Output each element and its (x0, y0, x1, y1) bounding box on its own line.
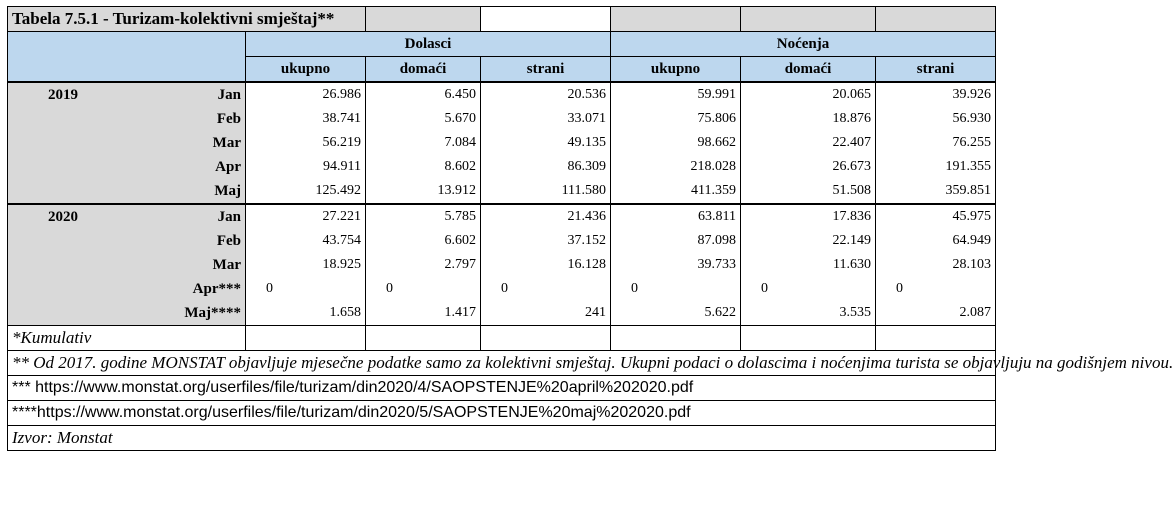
value-cell: 0 (876, 277, 996, 301)
table-row (8, 301, 996, 326)
empty-cell (611, 7, 741, 32)
month-cell: Jan (117, 204, 246, 229)
month-cell: Apr*** (117, 277, 246, 301)
value-cell: 21.436 (481, 204, 611, 229)
month-cell: Mar (117, 253, 246, 277)
value-cell: 5.670 (366, 107, 481, 131)
table-row (8, 229, 996, 253)
value-cell: 51.508 (741, 179, 876, 204)
note-source: Izvor: Monstat (8, 426, 996, 451)
value-cell: 64.949 (876, 229, 996, 253)
value-cell: 359.851 (876, 179, 996, 204)
table-title: Tabela 7.5.1 - Turizam-kolektivni smještaj** (8, 7, 366, 32)
value-cell: 22.407 (741, 131, 876, 155)
value-cell: 20.536 (481, 82, 611, 107)
value-cell: 27.221 (246, 204, 366, 229)
note-cumulative-row (8, 326, 996, 351)
empty-cell (366, 7, 481, 32)
value-cell: 22.149 (741, 229, 876, 253)
empty-cell (741, 7, 876, 32)
note-source-row (8, 426, 996, 451)
group-header-nights: Noćenja (611, 32, 996, 57)
value-cell: 59.991 (611, 82, 741, 107)
month-cell: Feb (117, 107, 246, 131)
year-cell: 2019 (8, 82, 117, 107)
value-cell: 1.417 (366, 301, 481, 326)
month-cell: Maj**** (117, 301, 246, 326)
empty-cell (876, 7, 996, 32)
value-cell: 38.741 (246, 107, 366, 131)
empty-cell (246, 326, 366, 351)
header-corner (8, 32, 246, 83)
year-cell (8, 179, 117, 204)
year-cell (8, 155, 117, 179)
value-cell: 56.219 (246, 131, 366, 155)
note-url-april: *** https://www.monstat.org/userfiles/file/turizam/din2020/4/SAOPSTENJE%20april%202020.pdf (8, 376, 996, 401)
value-cell: 13.912 (366, 179, 481, 204)
value-cell: 0 (481, 277, 611, 301)
month-cell: Mar (117, 131, 246, 155)
month-cell: Jan (117, 82, 246, 107)
year-cell (8, 301, 117, 326)
column-header: domaći (366, 57, 481, 83)
value-cell: 0 (246, 277, 366, 301)
month-cell: Feb (117, 229, 246, 253)
table-row (8, 107, 996, 131)
column-header: ukupno (246, 57, 366, 83)
value-cell: 6.450 (366, 82, 481, 107)
value-cell: 191.355 (876, 155, 996, 179)
value-cell: 2.087 (876, 301, 996, 326)
empty-cell (611, 326, 741, 351)
year-cell (8, 277, 117, 301)
tourism-table (7, 6, 1173, 451)
value-cell: 39.733 (611, 253, 741, 277)
value-cell: 111.580 (481, 179, 611, 204)
value-cell: 18.876 (741, 107, 876, 131)
value-cell: 8.602 (366, 155, 481, 179)
value-cell: 76.255 (876, 131, 996, 155)
value-cell: 3.535 (741, 301, 876, 326)
note-url-may: ****https://www.monstat.org/userfiles/file/turizam/din2020/5/SAOPSTENJE%20maj%202020.pdf (8, 401, 996, 426)
value-cell: 218.028 (611, 155, 741, 179)
note-monstat-row (8, 351, 996, 376)
value-cell: 94.911 (246, 155, 366, 179)
note-monstat: ** Od 2017. godine MONSTAT objavljuje mjesečne podatke samo za kolektivni smještaj. Ukupni podaci o dolascima i noćenjima turista se objavljuju na godišnjem nivou. (8, 351, 996, 376)
note-url-april-row (8, 376, 996, 401)
table-row (8, 179, 996, 204)
table-row (8, 253, 996, 277)
value-cell: 39.926 (876, 82, 996, 107)
note-url-may-row (8, 401, 996, 426)
value-cell: 0 (366, 277, 481, 301)
value-cell: 75.806 (611, 107, 741, 131)
year-cell (8, 107, 117, 131)
value-cell: 6.602 (366, 229, 481, 253)
value-cell: 0 (741, 277, 876, 301)
value-cell: 26.986 (246, 82, 366, 107)
empty-cell (366, 326, 481, 351)
value-cell: 7.084 (366, 131, 481, 155)
value-cell: 49.135 (481, 131, 611, 155)
empty-cell (741, 326, 876, 351)
value-cell: 0 (611, 277, 741, 301)
table-row (8, 131, 996, 155)
column-header: domaći (741, 57, 876, 83)
note-cumulative: *Kumulativ (8, 326, 246, 351)
value-cell: 17.836 (741, 204, 876, 229)
value-cell: 16.128 (481, 253, 611, 277)
value-cell: 18.925 (246, 253, 366, 277)
value-cell: 37.152 (481, 229, 611, 253)
month-cell: Maj (117, 179, 246, 204)
value-cell: 87.098 (611, 229, 741, 253)
table-row (8, 155, 996, 179)
empty-cell (481, 7, 611, 32)
value-cell: 11.630 (741, 253, 876, 277)
value-cell: 43.754 (246, 229, 366, 253)
year-cell (8, 229, 117, 253)
year-cell: 2020 (8, 204, 117, 229)
month-cell: Apr (117, 155, 246, 179)
value-cell: 28.103 (876, 253, 996, 277)
column-header: strani (876, 57, 996, 83)
value-cell: 98.662 (611, 131, 741, 155)
value-cell: 45.975 (876, 204, 996, 229)
value-cell: 411.359 (611, 179, 741, 204)
value-cell: 20.065 (741, 82, 876, 107)
column-header: ukupno (611, 57, 741, 83)
year-cell (8, 131, 117, 155)
group-header-arrivals: Dolasci (246, 32, 611, 57)
value-cell: 5.622 (611, 301, 741, 326)
value-cell: 33.071 (481, 107, 611, 131)
empty-cell (876, 326, 996, 351)
table-row (8, 277, 996, 301)
value-cell: 2.797 (366, 253, 481, 277)
value-cell: 26.673 (741, 155, 876, 179)
table-row (8, 82, 996, 107)
column-header: strani (481, 57, 611, 83)
value-cell: 63.811 (611, 204, 741, 229)
value-cell: 241 (481, 301, 611, 326)
year-cell (8, 253, 117, 277)
value-cell: 1.658 (246, 301, 366, 326)
value-cell: 86.309 (481, 155, 611, 179)
value-cell: 5.785 (366, 204, 481, 229)
table-row (8, 204, 996, 229)
empty-cell (481, 326, 611, 351)
value-cell: 56.930 (876, 107, 996, 131)
value-cell: 125.492 (246, 179, 366, 204)
